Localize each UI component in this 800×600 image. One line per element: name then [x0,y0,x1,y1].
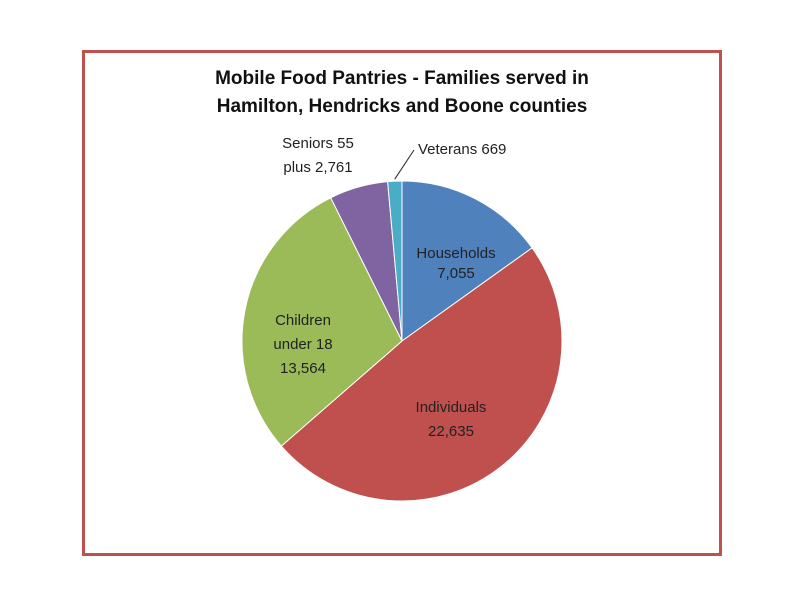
chart-title-line-1: Mobile Food Pantries - Families served in [215,68,589,89]
slice-label-individuals: Individuals 22,635 [415,399,487,440]
slice-label-seniors-55-plus: Seniors 55 plus 2,761 [282,135,354,176]
leader-line-veterans [395,150,414,179]
slice-label-children-under-18: Children under 18 13,564 [273,312,333,377]
slice-label-households: Households 7,055 [416,245,496,282]
slice-label-veterans: Veterans 669 [418,141,507,158]
chart-title-line-2: Hamilton, Hendricks and Boone counties [216,96,588,117]
